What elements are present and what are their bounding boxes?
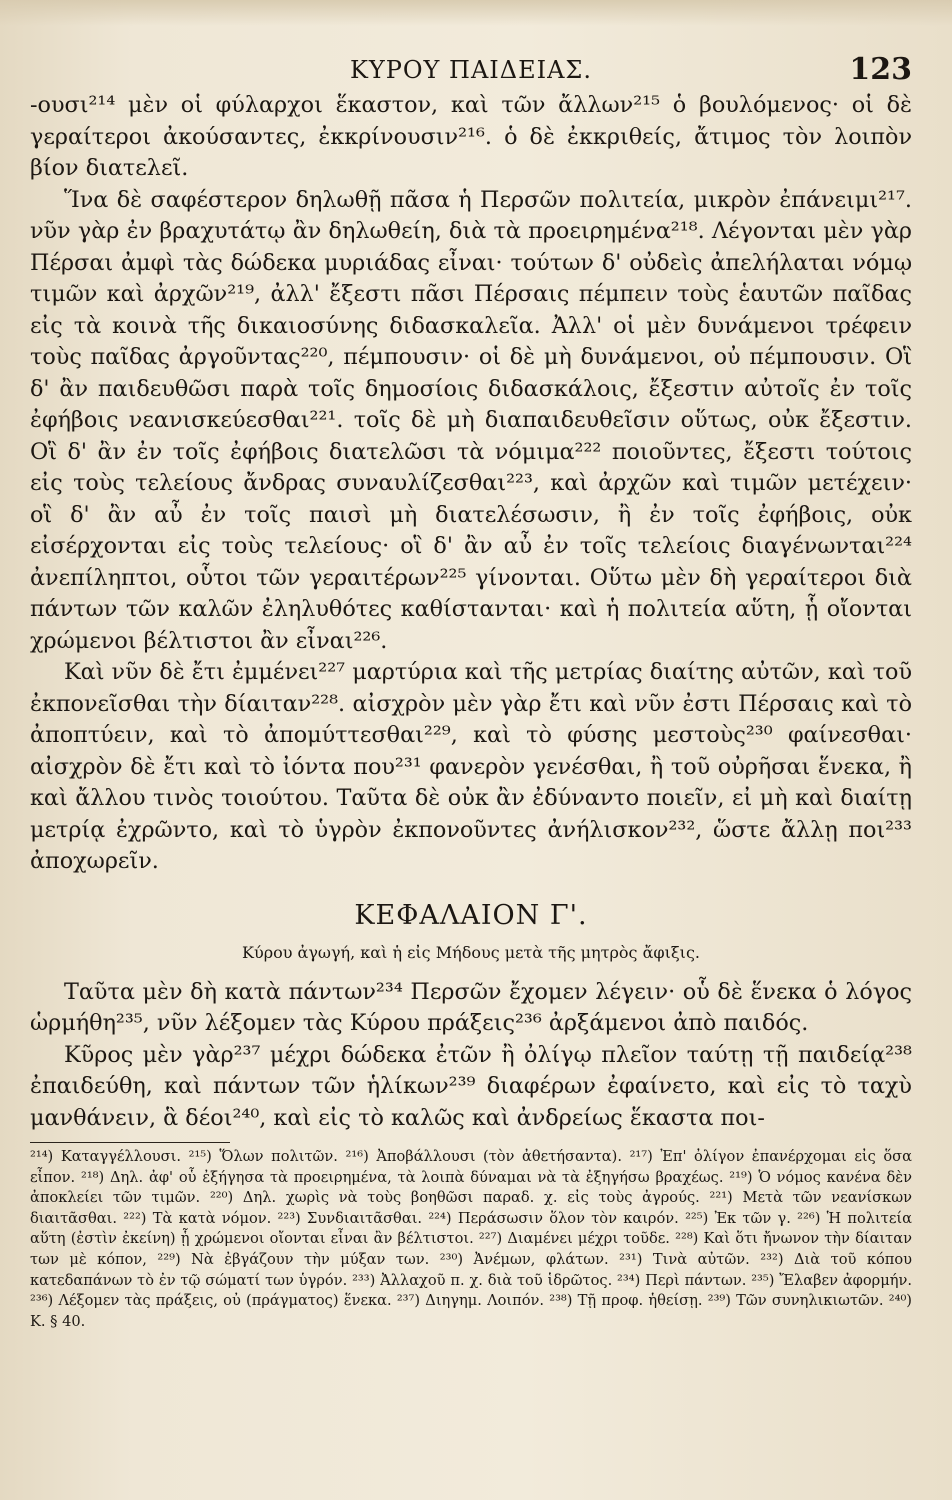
- running-head: [30, 52, 912, 90]
- running-title: ΚΥΡΟΥ ΠΑΙΔΕΙΑΣ.: [349, 56, 593, 84]
- paragraph: Καὶ νῦν δὲ ἔτι ἐμμένει²²⁷ μαρτύρια καὶ τῆς μετρίας διαίτης αὐτῶν, καὶ τοῦ ἐκπονεῖσθαι τὴν δίαιταν²²⁸. αἰσχρὸν μὲν γὰρ ἔτι καὶ νῦν ἐστι Πέρσαις καὶ τὸ ἀποπτύειν, καὶ τὸ ἀπομύττεσθαι²²⁹, καὶ τὸ φύσης μεστοὺς²³⁰ φαίνεσθαι· αἰσχρὸν δὲ ἔτι καὶ τὸ ἰόντα που²³¹ φανερὸν γενέσθαι, ἢ τοῦ οὐρῆσαι ἕνεκα, ἢ καὶ ἄλλου τινὸς τοιούτου. Ταῦτα δὲ οὐκ ἂν ἐδύναντο ποιεῖν, εἰ μὴ καὶ διαίτῃ μετρίᾳ ἐχρῶντο, καὶ τὸ ὑγρὸν ἐκπονοῦντες ἀνήλισκον²³², ὥστε ἄλλῃ ποι²³³ ἀποχωρεῖν.: [30, 659, 912, 874]
- paragraph: Κῦρος μὲν γὰρ²³⁷ μέχρι δώδεκα ἐτῶν ἢ ὀλίγῳ πλεῖον ταύτῃ τῇ παιδείᾳ²³⁸ ἐπαιδεύθη, καὶ πάντων τῶν ἡλίκων²³⁹ διαφέρων ἐφαίνετο, καὶ εἰς τὸ ταχὺ μανθάνειν, ἃ δέοι²⁴⁰, καὶ εἰς τὸ καλῶς καὶ ἀνδρείως ἕκαστα ποι-: [30, 1041, 912, 1131]
- page-number: 123: [849, 52, 912, 87]
- footnotes: ²¹⁴) Καταγγέλλουσι. ²¹⁵) Ὅλων πολιτῶν. ²¹⁶) Ἀποβάλλουσι (τὸν ἀθετήσαντα). ²¹⁷) Ἐπ' ὀλίγον ἐπανέρχομαι εἰς ὅσα εἶπον. ²¹⁸) Δηλ. ἀφ' οὗ ἐξήγησα τὰ προειρημένα, τὰ λοιπὰ δύναμαι νὰ τὰ ἐξηγήσω βραχέως. ²¹⁹) Ὁ νόμος κανένα δὲν ἀποκλείει τῶν τιμῶν. ²²⁰) Δηλ. χωρὶς νὰ τοὺς βοηθῶσι παραδ. χ. εἰς τοὺς ἀγρούς. ²²¹) Μετὰ τῶν νεανίσκων διαιτᾶσθαι. ²²²) Τὰ κατὰ νόμον. ²²³) Συνδιαιτᾶσθαι. ²²⁴) Περάσωσιν ὅλον τὸν καιρόν. ²²⁵) Ἐκ τῶν γ. ²²⁶) Ἡ πολιτεία αὕτη (ἐστὶν ἐκείνη) ᾗ χρώμενοι οἴονται εἶναι ἂν βέλτιστοι. ²²⁷) Διαμένει μέχρι τοῦδε. ²²⁸) Καὶ ὅτι ἤνωνον τὴν δίαιταν των μὲ κόπον, ²²⁹) Νὰ ἐβγάζουν τὴν μύξαν των. ²³⁰) Ἀνέμων, φλάτων. ²³¹) Τινὰ αὐτῶν. ²³²) Διὰ τοῦ κόπου κατεδαπάνων τὸ ἐν τῷ σώματί των ὑγρόν. ²³³) Ἀλλαχοῦ π. χ. διὰ τοῦ ἱδρῶτος. ²³⁴) Περὶ πάντων. ²³⁵) Ἔλαβεν ἀφορμήν. ²³⁶) Λέξομεν τὰς πράξεις, οὐ (πράγματος) ἕνεκα. ²³⁷) Διηγημ. Λοιπόν. ²³⁸) Τῇ προφ. ἡθείσῃ. ²³⁹) Τῶν συνηλικιωτῶν. ²⁴⁰) Κ. § 40.: [30, 1148, 912, 1330]
- paragraph: Ταῦτα μὲν δὴ κατὰ πάντων²³⁴ Περσῶν ἔχομεν λέγειν· οὗ δὲ ἕνεκα ὁ λόγος ὡρμήθη²³⁵, νῦν λέξομεν τὰς Κύρου πράξεις²³⁶ ἀρξάμενοι ἀπὸ παιδός.: [30, 978, 912, 1036]
- page-top-shadow: [0, 0, 952, 26]
- chapter-title: ΚΕΦΑΛΑΙΟΝ Γ'.: [354, 899, 588, 931]
- paragraph: Ἵνα δὲ σαφέστερον δηλωθῇ πᾶσα ἡ Περσῶν πολιτεία, μικρὸν ἐπάνειμι²¹⁷. νῦν γὰρ ἐν βραχυτάτῳ ἂν δηλωθείη, διὰ τὰ προειρημένα²¹⁸. Λέγονται μὲν γὰρ Πέρσαι ἀμφὶ τὰς δώδεκα μυριάδας εἶναι· τούτων δ' οὐδεὶς ἀπελήλαται νόμῳ τιμῶν καὶ ἀρχῶν²¹⁹, ἀλλ' ἔξεστι πᾶσι Πέρσαις πέμπειν τοὺς ἑαυτῶν παῖδας εἰς τὰ κοινὰ τῆς δικαιοσύνης διδασκαλεῖα. Ἀλλ' οἱ μὲν δυνάμενοι τρέφειν τοὺς παῖδας ἀργοῦντας²²⁰, πέμπουσιν· οἱ δὲ μὴ δυνάμενοι, οὐ πέμπουσιν. Οἳ δ' ἂν παιδευθῶσι παρὰ τοῖς δημοσίοις διδασκάλοις, ἔξεστιν αὐτοῖς ἐν τοῖς ἐφήβοις νεανισκεύεσθαι²²¹. τοῖς δὲ μὴ διαπαιδευθεῖσιν οὕτως, οὐκ ἔξεστιν. Οἳ δ' ἂν ἐν τοῖς ἐφήβοις διατελῶσι τὰ νόμιμα²²² ποιοῦντες, ἔξεστι τούτοις εἰς τοὺς τελείους ἄνδρας συναυλίζεσθαι²²³, καὶ ἀρχῶν καὶ τιμῶν μετέχειν· οἳ δ' ἂν αὖ ἐν τοῖς παισὶ μὴ διατελέσωσιν, ἢ ἐν τοῖς ἐφήβοις, οὐκ εἰσέρχονται εἰς τοὺς τελείους· οἳ δ' ἂν αὖ ἐν τοῖς τελείοις διαγένωνται²²⁴ ἀνεπίληπτοι, οὗτοι τῶν γεραιτέρων²²⁵ γίνονται. Οὕτω μὲν δὴ γεραίτεροι διὰ πάντων τῶν καλῶν ἐληλυθότες καθίστανται· καὶ ἡ πολιτεία αὕτη, ᾗ οἴονται χρώμενοι βέλτιστοι ἂν εἶναι²²⁶.: [30, 186, 912, 654]
- footnote-divider: [30, 1142, 230, 1143]
- paragraph: ‑ουσι²¹⁴ μὲν οἱ φύλαρχοι ἕκαστον, καὶ τῶν ἄλλων²¹⁵ ὁ βουλόμενος· οἱ δὲ γεραίτεροι ἀκούσαντες, ἐκκρίνουσιν²¹⁶. ὁ δὲ ἐκκριθείς, ἄτιμος τὸν λοιπὸν βίον διατελεῖ.: [30, 92, 912, 181]
- main-text: [30, 90, 912, 1134]
- chapter-summary: Κύρου ἀγωγή, καὶ ἡ εἰς Μήδους μετὰ τῆς μητρὸς ἄφιξις.: [242, 943, 700, 962]
